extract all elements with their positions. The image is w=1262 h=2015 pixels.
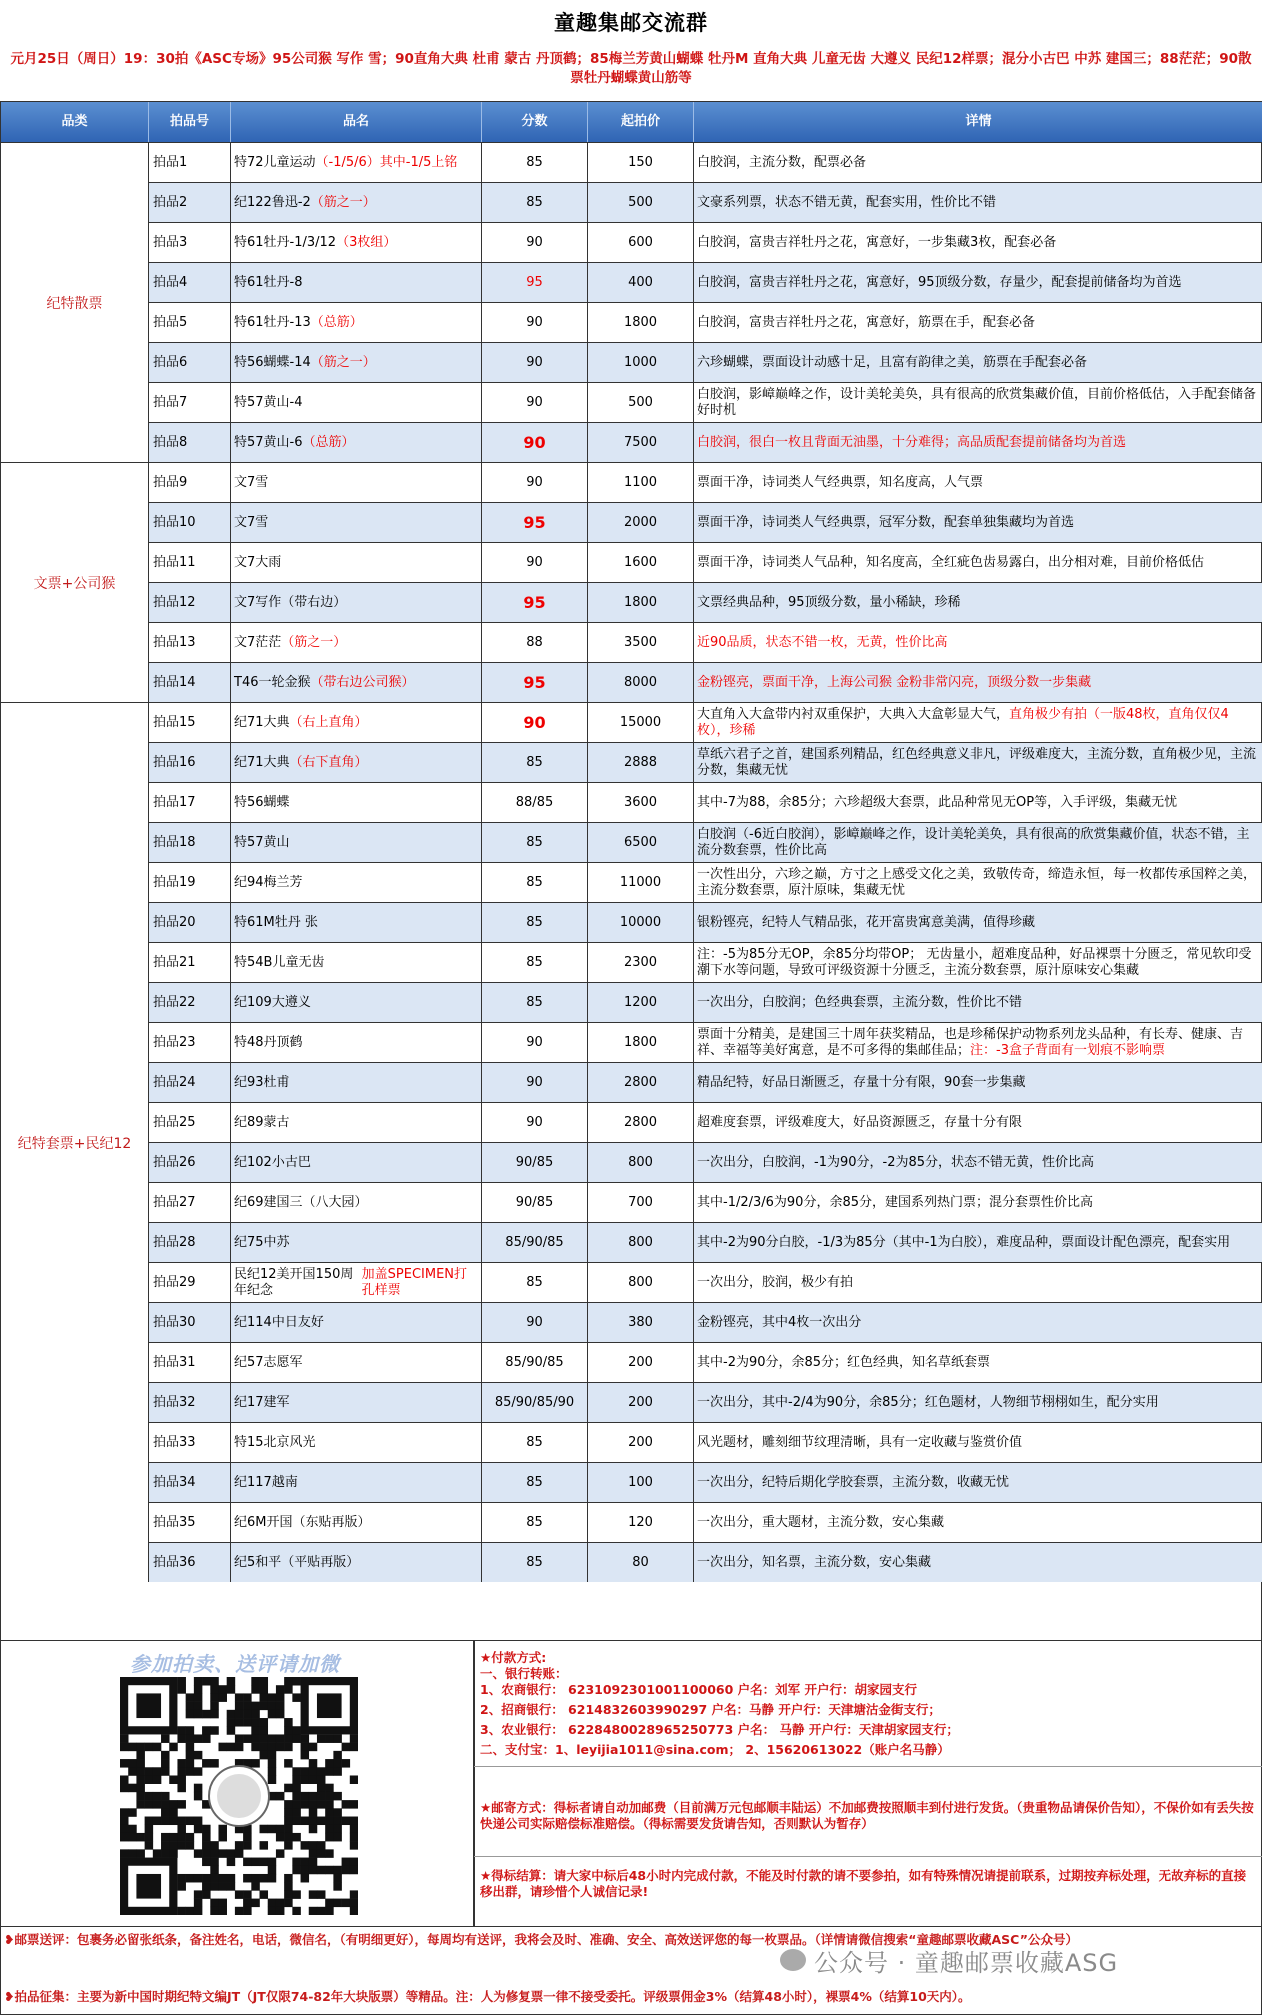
lot-grade: 90 bbox=[482, 703, 588, 742]
lot-number: 拍品31 bbox=[149, 1343, 231, 1382]
category-group: 文票+公司猴 bbox=[1, 462, 149, 702]
lot-name: 纪117越南 bbox=[231, 1463, 482, 1502]
table-row bbox=[149, 342, 1262, 382]
lot-detail: 文票经典品种，95顶级分数，量小稀缺，珍稀 bbox=[697, 594, 961, 610]
lot-number: 拍品23 bbox=[149, 1023, 231, 1062]
table-row bbox=[149, 662, 1262, 702]
table-row bbox=[149, 222, 1262, 262]
lot-number: 拍品7 bbox=[149, 383, 231, 422]
lot-name: 特61M牡丹 张 bbox=[231, 903, 482, 942]
lot-grade: 90 bbox=[482, 343, 588, 382]
table-row bbox=[149, 1262, 1262, 1302]
lot-grade: 90/85 bbox=[482, 1143, 588, 1182]
lot-name: 特72儿童运动 （-1/5/6）其中-1/5上铭 bbox=[231, 143, 482, 182]
footer-note-consign: ❥拍品征集：主要为新中国时期纪特文编JT（JT仅限74-82年大块版票）等精品。注：人为修复票一律不接受委托。评级票佣金3%（结算48小时），裸票4%（结算10天内）。 bbox=[4, 1989, 971, 2004]
lot-detail: 白胶润，主流分数，配票必备 bbox=[697, 154, 867, 170]
lot-grade: 95 bbox=[482, 263, 588, 302]
mail-info: ★邮寄方式：得标者请自动加邮费（目前满万元包邮顺丰陆运）不加邮费按照顺丰到付进行发货。（贵重物品请保价告知），不保价如有丢失按快递公司实际赔偿标准赔偿。（得标需要发货请告知，否则默认为暂存） bbox=[480, 1800, 1254, 1831]
payment-bank1: 1、农商银行： 6231092301001100060 户名：刘军 开户行：胡家园支行 bbox=[480, 1682, 918, 1697]
lot-start-price: 10000 bbox=[588, 903, 694, 942]
lot-name: 特61牡丹-1/3/12 （3枚组） bbox=[231, 223, 482, 262]
lot-grade: 85 bbox=[482, 143, 588, 182]
lot-start-price: 1000 bbox=[588, 343, 694, 382]
lot-start-price: 200 bbox=[588, 1423, 694, 1462]
lot-name: 文7茫茫 （筋之一） bbox=[231, 623, 482, 662]
lot-detail: 精品纪特，好品日渐匮乏，存量十分有限，90套一步集藏 bbox=[697, 1074, 1026, 1090]
lot-start-price: 3600 bbox=[588, 783, 694, 822]
lot-detail: 一次性出分，六珍之巅，方寸之上感受文化之美，致敬传奇，缔造永恒，每一枚都传承国粹之美，主流分数套票，原汁原味，集藏无忧 bbox=[697, 866, 1257, 898]
table-row bbox=[149, 142, 1262, 182]
lot-name: 特61牡丹-13 （总筋） bbox=[231, 303, 482, 342]
lot-grade: 90 bbox=[482, 1303, 588, 1342]
lot-detail: 草纸六君子之首，建国系列精品，红色经典意义非凡，评级难度大，主流分数，直角极少见，主流分数，集藏无忧 bbox=[697, 746, 1257, 778]
lot-start-price: 200 bbox=[588, 1383, 694, 1422]
lot-name: 特48丹顶鹤 bbox=[231, 1023, 482, 1062]
lot-detail: 其中-2为90分白胶，-1/3为85分（其中-1为白胶），难度品种，票面设计配色漂亮，配套实用 bbox=[697, 1234, 1231, 1250]
lot-detail: 一次出分，知名票，主流分数，安心集藏 bbox=[697, 1554, 932, 1570]
lot-grade: 85 bbox=[482, 1543, 588, 1582]
lot-number: 拍品27 bbox=[149, 1183, 231, 1222]
footer-note-appraisal: ❥邮票送评：包裹务必留张纸条，备注姓名，电话，微信名，（有明细更好），每周均有送评，我将会及时、准确、安全、高效送评您的每一枚票品。（详情请微信搜索“童趣邮票收藏ASC”公众号） bbox=[4, 1932, 1078, 1947]
table-row bbox=[149, 462, 1262, 502]
lot-grade: 85 bbox=[482, 1463, 588, 1502]
lot-number: 拍品18 bbox=[149, 823, 231, 862]
lot-number: 拍品4 bbox=[149, 263, 231, 302]
lot-detail: 一次出分，胶润，极少有拍 bbox=[697, 1274, 854, 1290]
settle-info: ★得标结算：请大家中标后48小时内完成付款，不能及时付款的请不要参拍，如有特殊情况请提前联系，过期按弃标处理，无故弃标的直接移出群，请珍惜个人诚信记录! bbox=[480, 1868, 1247, 1899]
lot-detail: 一次出分，白胶润，-1为90分，-2为85分，状态不错无黄，性价比高 bbox=[697, 1154, 1095, 1170]
lot-number: 拍品19 bbox=[149, 863, 231, 902]
lot-grade: 90 bbox=[482, 1103, 588, 1142]
lot-number: 拍品30 bbox=[149, 1303, 231, 1342]
lot-detail: 其中-1/2/3/6为90分，余85分，建国系列热门票；混分套票性价比高 bbox=[697, 1194, 1093, 1210]
lot-grade: 90 bbox=[482, 1063, 588, 1102]
lot-start-price: 120 bbox=[588, 1503, 694, 1542]
lot-detail: 白胶润，富贵吉祥牡丹之花，寓意好，一步集藏3枚，配套必备 bbox=[697, 234, 1057, 250]
lot-detail: 票面干净，诗词类人气经典票，冠军分数，配套单独集藏均为首选 bbox=[697, 514, 1075, 530]
lot-number: 拍品13 bbox=[149, 623, 231, 662]
lot-grade: 85 bbox=[482, 943, 588, 982]
lot-name: 民纪12美开国150周年纪念 加盖SPECIMEN打孔样票 bbox=[231, 1263, 482, 1302]
lot-grade: 95 bbox=[482, 663, 588, 702]
lot-grade: 90 bbox=[482, 383, 588, 422]
payment-bank3: 3、农业银行： 6228480028965250773 户名： 马静 开户行：天津胡家园支行； bbox=[480, 1722, 959, 1737]
lot-detail: 白胶润，影嶂巅峰之作，设计美轮美奂，具有很高的欣赏集藏价值，目前价格低估，入手配套储备好时机 bbox=[697, 386, 1257, 418]
table-row bbox=[149, 1102, 1262, 1142]
lot-number: 拍品11 bbox=[149, 543, 231, 582]
lot-detail: 文豪系列票，状态不错无黄，配套实用，性价比不错 bbox=[697, 194, 997, 210]
header-lot: 拍品号 bbox=[149, 102, 231, 142]
lot-start-price: 11000 bbox=[588, 863, 694, 902]
lot-start-price: 500 bbox=[588, 183, 694, 222]
lot-name: 特54B儿童无齿 bbox=[231, 943, 482, 982]
lot-detail: 金粉铿亮，其中4枚一次出分 bbox=[697, 1314, 862, 1330]
table-row bbox=[149, 262, 1262, 302]
lot-grade: 88 bbox=[482, 623, 588, 662]
lot-name: 文7大雨 bbox=[231, 543, 482, 582]
table-row bbox=[149, 382, 1262, 422]
table-row bbox=[149, 862, 1262, 902]
table-row bbox=[149, 1382, 1262, 1422]
header-detail: 详情 bbox=[694, 102, 1262, 142]
lot-grade: 85 bbox=[482, 903, 588, 942]
lot-detail: 一次出分，其中-2/4为90分，余85分；红色题材，人物细节栩栩如生，配分实用 bbox=[697, 1394, 1159, 1410]
table-row bbox=[149, 1422, 1262, 1462]
lot-grade: 85 bbox=[482, 183, 588, 222]
lot-grade: 85 bbox=[482, 863, 588, 902]
lot-start-price: 6500 bbox=[588, 823, 694, 862]
lot-start-price: 600 bbox=[588, 223, 694, 262]
header-name: 品名 bbox=[231, 102, 482, 142]
lot-detail: 白胶润（-6近白胶润），影嶂巅峰之作，设计美轮美奂，具有很高的欣赏集藏价值，状态不错，主流分数套票，性价比高 bbox=[697, 826, 1250, 858]
lot-grade: 95 bbox=[482, 583, 588, 622]
header-grade: 分数 bbox=[482, 102, 588, 142]
lot-number: 拍品22 bbox=[149, 983, 231, 1022]
lot-number: 拍品2 bbox=[149, 183, 231, 222]
lot-number: 拍品15 bbox=[149, 703, 231, 742]
lot-start-price: 1100 bbox=[588, 463, 694, 502]
lot-number: 拍品5 bbox=[149, 303, 231, 342]
lot-grade: 85/90/85 bbox=[482, 1223, 588, 1262]
lot-number: 拍品10 bbox=[149, 503, 231, 542]
table-row bbox=[149, 502, 1262, 542]
lot-grade: 90/85 bbox=[482, 1183, 588, 1222]
lot-name: 特15北京风光 bbox=[231, 1423, 482, 1462]
table-row bbox=[149, 702, 1262, 742]
lot-start-price: 15000 bbox=[588, 703, 694, 742]
lot-grade: 85 bbox=[482, 983, 588, 1022]
table-row bbox=[149, 1022, 1262, 1062]
header-category: 品类 bbox=[1, 102, 149, 142]
lot-detail: 近90品质，状态不错一枚，无黄，性价比高 bbox=[697, 634, 948, 650]
lot-name: 特56蝴蝶 bbox=[231, 783, 482, 822]
lot-grade: 85 bbox=[482, 1503, 588, 1542]
table-row bbox=[149, 582, 1262, 622]
lot-number: 拍品26 bbox=[149, 1143, 231, 1182]
lot-start-price: 2800 bbox=[588, 1063, 694, 1102]
payment-alipay: 二、支付宝：1、leyijia1011@sina.com； 2、15620613022（账户名马静） bbox=[480, 1742, 950, 1757]
lot-start-price: 8000 bbox=[588, 663, 694, 702]
lot-grade: 95 bbox=[482, 503, 588, 542]
lot-name: 纪102小古巴 bbox=[231, 1143, 482, 1182]
lot-name: 纪109大遵义 bbox=[231, 983, 482, 1022]
lot-start-price: 700 bbox=[588, 1183, 694, 1222]
table-row bbox=[149, 622, 1262, 662]
lot-grade: 90 bbox=[482, 543, 588, 582]
payment-bank-header: 一、银行转账： bbox=[480, 1666, 568, 1681]
lot-number: 拍品6 bbox=[149, 343, 231, 382]
lot-detail: 其中-7为88，余85分；六珍超级大套票，此品种常见无OP等，入手评级，集藏无忧 bbox=[697, 794, 1178, 810]
lot-start-price: 100 bbox=[588, 1463, 694, 1502]
table-row bbox=[149, 982, 1262, 1022]
lot-start-price: 1800 bbox=[588, 583, 694, 622]
lot-name: 纪6M开国（东贴再版） bbox=[231, 1503, 482, 1542]
lot-name: 纪57志愿军 bbox=[231, 1343, 482, 1382]
table-row bbox=[149, 1502, 1262, 1542]
lot-name: 文7写作（带右边） bbox=[231, 583, 482, 622]
table-row bbox=[149, 1462, 1262, 1502]
wechat-qr-code-icon bbox=[120, 1677, 358, 1915]
lot-number: 拍品21 bbox=[149, 943, 231, 982]
lot-number: 拍品14 bbox=[149, 663, 231, 702]
lot-number: 拍品35 bbox=[149, 1503, 231, 1542]
lot-grade: 90 bbox=[482, 303, 588, 342]
lot-number: 拍品20 bbox=[149, 903, 231, 942]
lot-grade: 90 bbox=[482, 463, 588, 502]
lot-number: 拍品34 bbox=[149, 1463, 231, 1502]
lot-detail: 六珍蝴蝶，票面设计动感十足，且富有韵律之美，筋票在手配套必备 bbox=[697, 354, 1088, 370]
lot-detail: 白胶润，富贵吉祥牡丹之花，寓意好，筋票在手，配套必备 bbox=[697, 314, 1036, 330]
lot-start-price: 800 bbox=[588, 1263, 694, 1302]
lot-start-price: 1200 bbox=[588, 983, 694, 1022]
lot-name: 纪89蒙古 bbox=[231, 1103, 482, 1142]
lot-number: 拍品16 bbox=[149, 743, 231, 782]
lot-start-price: 1800 bbox=[588, 303, 694, 342]
table-row bbox=[149, 782, 1262, 822]
table-row bbox=[149, 902, 1262, 942]
lot-grade: 90 bbox=[482, 223, 588, 262]
table-row bbox=[149, 822, 1262, 862]
lot-name: 纪71大典 （右上直角） bbox=[231, 703, 482, 742]
category-group: 纪特套票+民纪12 bbox=[1, 702, 149, 1582]
table-row bbox=[149, 422, 1262, 462]
lot-number: 拍品25 bbox=[149, 1103, 231, 1142]
lot-name: 纪122鲁迅-2 （筋之一） bbox=[231, 183, 482, 222]
lot-detail: 风光题材，雕刻细节纹理清晰，具有一定收藏与鉴赏价值 bbox=[697, 1434, 1023, 1450]
lot-detail: 一次出分，纪特后期化学胶套票，主流分数，收藏无忧 bbox=[697, 1474, 1010, 1490]
lot-grade: 85/90/85 bbox=[482, 1343, 588, 1382]
table-row bbox=[149, 1302, 1262, 1342]
wechat-icon bbox=[780, 1949, 806, 1971]
watermark: 公众号 · 童趣邮票收藏ASG bbox=[780, 1945, 1260, 1975]
lot-name: 纪75中苏 bbox=[231, 1223, 482, 1262]
table-row bbox=[149, 1542, 1262, 1582]
lot-grade: 85 bbox=[482, 823, 588, 862]
lot-start-price: 400 bbox=[588, 263, 694, 302]
lot-detail: 大直角入大盒带内衬双重保护，大典入大盒彰显大气，直角极少有拍（一版48枚，直角仅仅4枚），珍稀 bbox=[697, 706, 1229, 738]
lot-name: 文7雪 bbox=[231, 503, 482, 542]
lot-number: 拍品33 bbox=[149, 1423, 231, 1462]
payment-bank2: 2、招商银行： 6214832603990297 户名：马静 开户行：天津塘沽金街支行； bbox=[480, 1702, 941, 1717]
lot-number: 拍品17 bbox=[149, 783, 231, 822]
lot-detail: 票面干净，诗词类人气经典票，知名度高，人气票 bbox=[697, 474, 984, 490]
table-row bbox=[149, 742, 1262, 782]
lot-number: 拍品12 bbox=[149, 583, 231, 622]
lot-number: 拍品9 bbox=[149, 463, 231, 502]
lot-grade: 85 bbox=[482, 743, 588, 782]
lot-start-price: 3500 bbox=[588, 623, 694, 662]
table-row bbox=[149, 302, 1262, 342]
table-row bbox=[149, 942, 1262, 982]
table-row bbox=[149, 1062, 1262, 1102]
lot-start-price: 1800 bbox=[588, 1023, 694, 1062]
lot-name: 纪114中日友好 bbox=[231, 1303, 482, 1342]
header-start: 起拍价 bbox=[588, 102, 694, 142]
lot-detail: 超难度套票，评级难度大，好品资源匮乏，存量十分有限 bbox=[697, 1114, 1023, 1130]
lot-name: 特61牡丹-8 bbox=[231, 263, 482, 302]
lot-name: 特57黄山-6 （总筋） bbox=[231, 423, 482, 462]
lot-detail: 注：-5为85分无OP，余85分均带OP； 无齿量小，超难度品种，好品裸票十分匮乏，常见软印受潮下水等问题，导致可评级资源十分匮乏，主流分数套票，原汁原味安心集藏 bbox=[697, 946, 1252, 978]
lot-detail: 白胶润，富贵吉祥牡丹之花，寓意好，95顶级分数，存量少，配套提前储备均为首选 bbox=[697, 274, 1182, 290]
lot-start-price: 500 bbox=[588, 383, 694, 422]
lot-name: 纪94梅兰芳 bbox=[231, 863, 482, 902]
lot-name: 纪5和平（平贴再版） bbox=[231, 1543, 482, 1582]
lot-number: 拍品1 bbox=[149, 143, 231, 182]
lot-name: 纪93杜甫 bbox=[231, 1063, 482, 1102]
lot-start-price: 2000 bbox=[588, 503, 694, 542]
lot-start-price: 80 bbox=[588, 1543, 694, 1582]
lot-number: 拍品3 bbox=[149, 223, 231, 262]
lot-start-price: 800 bbox=[588, 1223, 694, 1262]
lot-number: 拍品28 bbox=[149, 1223, 231, 1262]
table-row bbox=[149, 542, 1262, 582]
lot-grade: 88/85 bbox=[482, 783, 588, 822]
lot-name: 纪69建国三（八大园） bbox=[231, 1183, 482, 1222]
lot-start-price: 380 bbox=[588, 1303, 694, 1342]
lot-start-price: 2300 bbox=[588, 943, 694, 982]
lot-number: 拍品29 bbox=[149, 1263, 231, 1302]
lot-start-price: 7500 bbox=[588, 423, 694, 462]
lot-grade: 85 bbox=[482, 1423, 588, 1462]
auction-notice: 元月25日（周日）19：30拍《ASC专场》95公司猴 写作 雪；90直角大典 杜甫 蒙古 丹顶鹤；85梅兰芳黄山蝴蝶 牡丹M 直角大典 儿童无齿 大遵义 民纪12样票；混分小古巴 中苏 建国三；88茫茫；90散票牡丹蝴蝶黄山筋等 bbox=[10, 51, 1252, 86]
lot-start-price: 150 bbox=[588, 143, 694, 182]
lot-detail: 一次出分，白胶润；色经典套票，主流分数，性价比不错 bbox=[697, 994, 1023, 1010]
lot-start-price: 800 bbox=[588, 1143, 694, 1182]
lot-grade: 90 bbox=[482, 423, 588, 462]
lot-number: 拍品24 bbox=[149, 1063, 231, 1102]
lot-detail: 银粉铿亮，纪特人气精品张，花开富贵寓意美满，值得珍藏 bbox=[697, 914, 1036, 930]
table-row bbox=[149, 1182, 1262, 1222]
lot-name: 特56蝴蝶-14 （筋之一） bbox=[231, 343, 482, 382]
lot-detail: 票面干净，诗词类人气品种，知名度高，全红疵色齿易露白，出分相对难，目前价格低估 bbox=[697, 554, 1205, 570]
lot-number: 拍品32 bbox=[149, 1383, 231, 1422]
lot-name: 纪17建军 bbox=[231, 1383, 482, 1422]
qr-caption: 参加拍卖、送评请加微 bbox=[130, 1652, 340, 1676]
lot-start-price: 2888 bbox=[588, 743, 694, 782]
lot-detail: 金粉铿亮，票面干净，上海公司猴 金粉非常闪亮，顶级分数一步集藏 bbox=[697, 674, 1092, 690]
lot-number: 拍品8 bbox=[149, 423, 231, 462]
lot-name: T46一轮金猴 （带右边公司猴） bbox=[231, 663, 482, 702]
lot-start-price: 1600 bbox=[588, 543, 694, 582]
lot-grade: 85/90/85/90 bbox=[482, 1383, 588, 1422]
lot-name: 特57黄山 bbox=[231, 823, 482, 862]
lot-name: 特57黄山-4 bbox=[231, 383, 482, 422]
lot-number: 拍品36 bbox=[149, 1543, 231, 1582]
category-group: 纪特散票 bbox=[1, 142, 149, 462]
lot-grade: 90 bbox=[482, 1023, 588, 1062]
table-row bbox=[149, 1222, 1262, 1262]
page-title: 童趣集邮交流群 bbox=[554, 10, 708, 35]
lot-start-price: 2800 bbox=[588, 1103, 694, 1142]
lot-start-price: 200 bbox=[588, 1343, 694, 1382]
lot-detail: 票面十分精美，是建国三十周年获奖精品，也是珍稀保护动物系列龙头品种，有长寿、健康、吉祥、幸福等美好寓意，是不可多得的集邮佳品；注：-3盒子背面有一划痕不影响票 bbox=[697, 1026, 1244, 1058]
lot-detail: 一次出分，重大题材，主流分数，安心集藏 bbox=[697, 1514, 945, 1530]
lot-detail: 其中-2为90分，余85分；红色经典，知名草纸套票 bbox=[697, 1354, 991, 1370]
table-row bbox=[149, 182, 1262, 222]
lot-table bbox=[0, 101, 1262, 1641]
table-row bbox=[149, 1342, 1262, 1382]
lot-grade: 85 bbox=[482, 1263, 588, 1302]
table-row bbox=[149, 1142, 1262, 1182]
lot-name: 纪71大典 （右下直角） bbox=[231, 743, 482, 782]
lot-detail: 白胶润，很白一枚且背面无油墨，十分难得；高品质配套提前储备均为首选 bbox=[697, 434, 1127, 450]
payment-title: ★付款方式: bbox=[480, 1650, 547, 1665]
lot-name: 文7雪 bbox=[231, 463, 482, 502]
